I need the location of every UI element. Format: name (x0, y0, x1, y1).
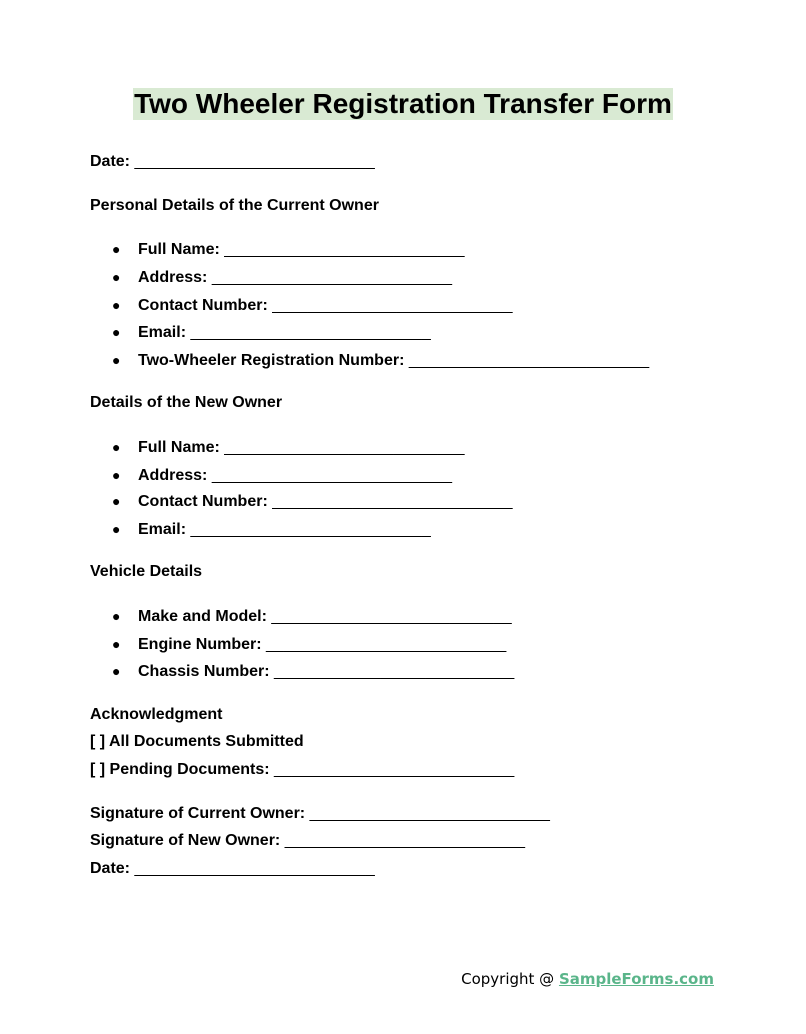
current-owner-signature-field (90, 804, 550, 824)
registration-number-label: Two-Wheeler Registration Number: (138, 352, 405, 369)
list-item (112, 295, 513, 316)
bullet-icon: ● (112, 636, 121, 652)
bullet-icon: ● (112, 439, 121, 455)
list-item (112, 606, 512, 627)
bullet-icon: ● (112, 493, 121, 509)
vehicle-details-heading: Vehicle Details (90, 563, 203, 580)
new-owner-heading: Details of the New Owner (90, 394, 283, 411)
pending-documents-checkbox[interactable]: [ ] Pending Documents: (90, 761, 270, 778)
bullet-icon: ● (112, 269, 121, 285)
new-owner-signature-field (90, 831, 525, 851)
bullet-icon: ● (112, 608, 121, 624)
contact-number-label: Contact Number: (138, 297, 268, 314)
new-full-name-blank[interactable]: ___________________________ (224, 439, 465, 456)
full-name-label: Full Name: (138, 241, 220, 258)
list-item (112, 267, 452, 288)
engine-number-blank[interactable]: ___________________________ (266, 636, 507, 653)
brand-link[interactable]: SampleForms.com (558, 970, 714, 988)
email-label: Email: (138, 521, 187, 538)
list-item (112, 350, 649, 371)
pending-documents-field (90, 760, 514, 780)
list-item (112, 437, 465, 458)
acknowledgment-heading: Acknowledgment (90, 706, 223, 723)
make-model-blank[interactable]: ___________________________ (271, 608, 512, 625)
bullet-icon: ● (112, 663, 121, 679)
current-contact-blank[interactable]: ___________________________ (272, 297, 513, 314)
current-email-blank[interactable]: ___________________________ (190, 324, 431, 341)
copyright-footer (461, 969, 714, 989)
bullet-icon: ● (112, 241, 121, 257)
bullet-icon: ● (112, 467, 121, 483)
chassis-number-blank[interactable]: ___________________________ (274, 663, 515, 680)
signature-date-label: Date: (90, 860, 131, 877)
new-contact-blank[interactable]: ___________________________ (272, 493, 513, 510)
make-model-label: Make and Model: (138, 608, 267, 625)
signature-date-field (90, 859, 375, 879)
title-wrap (0, 88, 806, 120)
date-label: Date: (90, 153, 131, 170)
bullet-icon: ● (112, 324, 121, 340)
registration-number-blank[interactable]: ___________________________ (408, 352, 650, 369)
bullet-icon: ● (112, 352, 121, 368)
current-owner-heading: Personal Details of the Current Owner (90, 197, 379, 214)
engine-number-label: Engine Number: (138, 636, 262, 653)
list-item (112, 465, 452, 486)
address-label: Address: (138, 269, 208, 286)
date-blank[interactable]: ___________________________ (134, 153, 375, 170)
list-item (112, 322, 431, 343)
email-label: Email: (138, 324, 187, 341)
new-owner-signature-blank[interactable]: ___________________________ (284, 832, 525, 849)
list-item (112, 634, 506, 655)
chassis-number-label: Chassis Number: (138, 663, 270, 680)
bullet-icon: ● (112, 297, 121, 313)
pending-documents-blank[interactable]: ___________________________ (274, 761, 515, 778)
all-documents-checkbox[interactable]: [ ] All Documents Submitted (90, 733, 304, 750)
copyright-prefix: Copyright @ (461, 970, 559, 988)
current-address-blank[interactable]: ___________________________ (211, 269, 453, 286)
new-owner-signature-label: Signature of New Owner: (90, 832, 281, 849)
address-label: Address: (138, 467, 208, 484)
full-name-label: Full Name: (138, 439, 220, 456)
current-owner-signature-blank[interactable]: ___________________________ (309, 805, 550, 822)
contact-number-label: Contact Number: (138, 493, 268, 510)
list-item (112, 239, 465, 260)
date-field (90, 152, 375, 172)
new-email-blank[interactable]: ___________________________ (190, 521, 431, 538)
bullet-icon: ● (112, 521, 121, 537)
signature-date-blank[interactable]: ___________________________ (134, 860, 375, 877)
list-item (112, 491, 513, 512)
current-full-name-blank[interactable]: ___________________________ (224, 241, 465, 258)
new-address-blank[interactable]: ___________________________ (211, 467, 453, 484)
current-owner-signature-label: Signature of Current Owner: (90, 805, 306, 822)
list-item (112, 519, 431, 540)
list-item (112, 661, 514, 682)
page-title: Two Wheeler Registration Transfer Form (134, 88, 672, 119)
